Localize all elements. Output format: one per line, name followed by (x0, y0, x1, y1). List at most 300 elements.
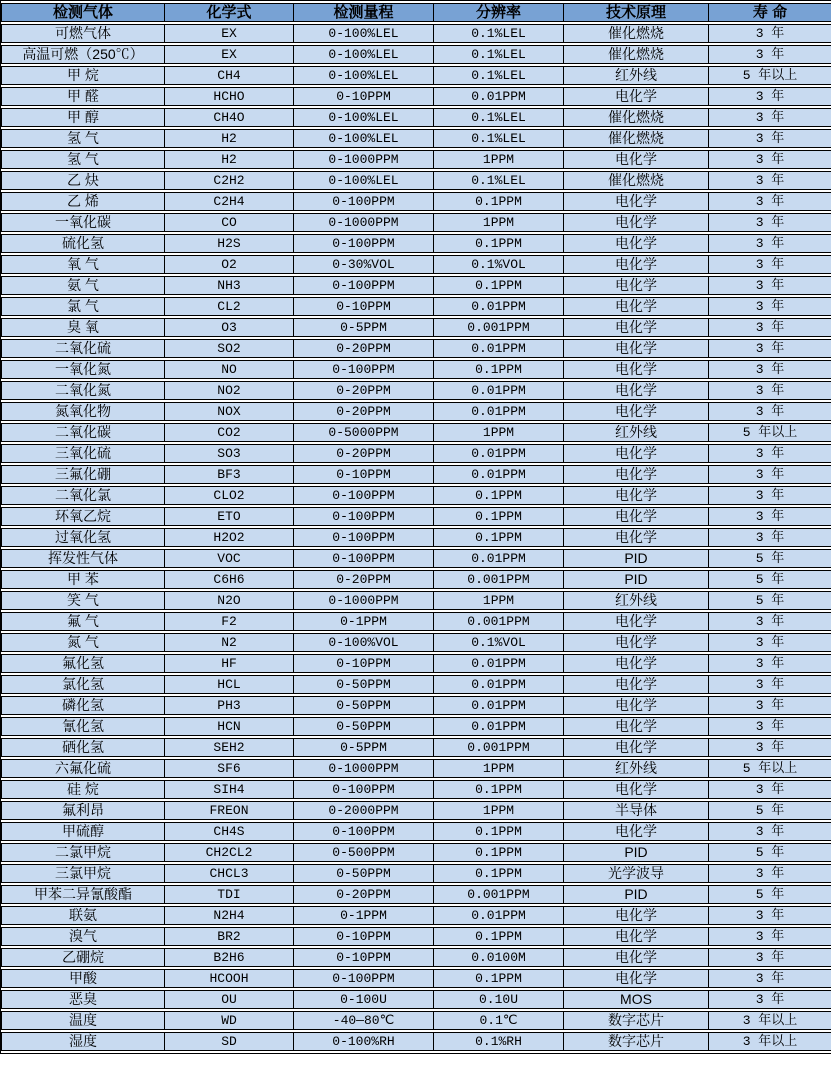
cell-principle: PID (563, 570, 708, 589)
cell-formula: CL2 (164, 297, 293, 316)
cell-principle: 电化学 (563, 150, 708, 169)
cell-formula: N2 (164, 633, 293, 652)
table-body (1, 24, 831, 1051)
cell-gas: 氯化氢 (1, 675, 164, 694)
cell-formula: CH2CL2 (164, 843, 293, 862)
cell-lifespan: 3 年 (708, 696, 831, 715)
cell-resolution: 0.1%LEL (433, 171, 563, 190)
cell-formula: CHCL3 (164, 864, 293, 883)
cell-lifespan: 3 年 (708, 465, 831, 484)
cell-resolution: 0.1%LEL (433, 45, 563, 64)
cell-range: 0-500PPM (293, 843, 433, 862)
table-row (1, 801, 831, 820)
cell-formula: VOC (164, 549, 293, 568)
cell-range: 0-100PPM (293, 486, 433, 505)
cell-lifespan: 3 年 (708, 213, 831, 232)
cell-range: 0-100PPM (293, 969, 433, 988)
column-header-range: 检测量程 (293, 3, 433, 22)
cell-lifespan: 5 年 (708, 843, 831, 862)
cell-gas: 联氨 (1, 906, 164, 925)
header-row (1, 3, 831, 22)
table-row (1, 276, 831, 295)
cell-principle: 催化燃烧 (563, 45, 708, 64)
cell-resolution: 0.01PPM (433, 549, 563, 568)
cell-principle: 电化学 (563, 780, 708, 799)
cell-range: 0-1000PPM (293, 213, 433, 232)
cell-gas: 高温可燃（250℃） (1, 45, 164, 64)
cell-formula: NOX (164, 402, 293, 421)
cell-resolution: 0.01PPM (433, 297, 563, 316)
cell-resolution: 0.01PPM (433, 654, 563, 673)
table-row (1, 654, 831, 673)
table-row (1, 24, 831, 43)
cell-principle: 电化学 (563, 969, 708, 988)
cell-principle: 电化学 (563, 381, 708, 400)
cell-lifespan: 5 年以上 (708, 423, 831, 442)
cell-resolution: 0.1%LEL (433, 24, 563, 43)
cell-principle: 电化学 (563, 276, 708, 295)
table-row (1, 234, 831, 253)
cell-principle: 电化学 (563, 255, 708, 274)
cell-resolution: 1PPM (433, 801, 563, 820)
cell-gas: 二氧化氯 (1, 486, 164, 505)
cell-principle: PID (563, 843, 708, 862)
cell-gas: 温度 (1, 1011, 164, 1030)
table-row (1, 591, 831, 610)
cell-range: 0-30%VOL (293, 255, 433, 274)
cell-principle: 半导体 (563, 801, 708, 820)
table-row (1, 549, 831, 568)
cell-principle: 催化燃烧 (563, 171, 708, 190)
cell-principle: 电化学 (563, 675, 708, 694)
cell-resolution: 0.0100M (433, 948, 563, 967)
cell-lifespan: 3 年 (708, 297, 831, 316)
cell-gas: 甲酸 (1, 969, 164, 988)
cell-formula: SEH2 (164, 738, 293, 757)
cell-principle: 电化学 (563, 360, 708, 379)
cell-lifespan: 3 年 (708, 990, 831, 1009)
cell-principle: 红外线 (563, 759, 708, 778)
cell-gas: 磷化氢 (1, 696, 164, 715)
cell-formula: H2 (164, 150, 293, 169)
table-row (1, 213, 831, 232)
table-row (1, 87, 831, 106)
cell-range: 0-100PPM (293, 276, 433, 295)
cell-lifespan: 3 年 (708, 276, 831, 295)
cell-lifespan: 3 年 (708, 633, 831, 652)
cell-principle: PID (563, 885, 708, 904)
cell-gas: 甲 苯 (1, 570, 164, 589)
table-row (1, 108, 831, 127)
cell-principle: 电化学 (563, 612, 708, 631)
cell-resolution: 0.001PPM (433, 885, 563, 904)
cell-principle: 电化学 (563, 87, 708, 106)
table-header (1, 3, 831, 22)
cell-gas: 氟化氢 (1, 654, 164, 673)
cell-lifespan: 3 年 (708, 927, 831, 946)
cell-gas: 氮 气 (1, 633, 164, 652)
cell-formula: O3 (164, 318, 293, 337)
cell-principle: 电化学 (563, 738, 708, 757)
cell-principle: 电化学 (563, 402, 708, 421)
cell-principle: 催化燃烧 (563, 24, 708, 43)
cell-range: 0-2000PPM (293, 801, 433, 820)
cell-resolution: 0.1℃ (433, 1011, 563, 1030)
cell-principle: 红外线 (563, 66, 708, 85)
cell-gas: 一氧化氮 (1, 360, 164, 379)
cell-principle: 电化学 (563, 528, 708, 547)
cell-lifespan: 3 年 (708, 780, 831, 799)
table-row (1, 381, 831, 400)
cell-resolution: 1PPM (433, 213, 563, 232)
cell-range: 0-10PPM (293, 87, 433, 106)
cell-formula: HCL (164, 675, 293, 694)
cell-gas: 甲 烷 (1, 66, 164, 85)
cell-resolution: 0.1%RH (433, 1032, 563, 1051)
table-row (1, 465, 831, 484)
cell-formula: CO (164, 213, 293, 232)
cell-formula: CH4O (164, 108, 293, 127)
cell-gas: 环氧乙烷 (1, 507, 164, 526)
cell-formula: N2O (164, 591, 293, 610)
cell-formula: SO2 (164, 339, 293, 358)
cell-formula: C2H2 (164, 171, 293, 190)
cell-range: 0-100%LEL (293, 66, 433, 85)
cell-formula: SF6 (164, 759, 293, 778)
cell-principle: 电化学 (563, 234, 708, 253)
cell-formula: H2 (164, 129, 293, 148)
cell-range: 0-100%LEL (293, 24, 433, 43)
cell-gas: 一氧化碳 (1, 213, 164, 232)
cell-gas: 二氧化氮 (1, 381, 164, 400)
cell-resolution: 0.1PPM (433, 843, 563, 862)
cell-lifespan: 5 年 (708, 885, 831, 904)
cell-resolution: 0.1PPM (433, 360, 563, 379)
cell-resolution: 0.01PPM (433, 444, 563, 463)
table-row (1, 759, 831, 778)
table-row (1, 507, 831, 526)
cell-principle: 电化学 (563, 717, 708, 736)
cell-range: 0-5000PPM (293, 423, 433, 442)
cell-lifespan: 3 年 (708, 444, 831, 463)
table-row (1, 255, 831, 274)
cell-range: 0-1000PPM (293, 150, 433, 169)
cell-resolution: 0.001PPM (433, 570, 563, 589)
table-row (1, 528, 831, 547)
table-row (1, 339, 831, 358)
cell-range: 0-20PPM (293, 381, 433, 400)
cell-principle: 电化学 (563, 297, 708, 316)
cell-resolution: 0.1PPM (433, 507, 563, 526)
cell-range: 0-5PPM (293, 738, 433, 757)
cell-formula: ETO (164, 507, 293, 526)
cell-principle: 红外线 (563, 423, 708, 442)
cell-principle: 电化学 (563, 696, 708, 715)
cell-lifespan: 3 年 (708, 528, 831, 547)
cell-lifespan: 3 年 (708, 129, 831, 148)
cell-resolution: 0.1%LEL (433, 108, 563, 127)
cell-range: 0-1PPM (293, 612, 433, 631)
cell-formula: OU (164, 990, 293, 1009)
cell-lifespan: 3 年 (708, 45, 831, 64)
cell-range: 0-100PPM (293, 192, 433, 211)
cell-resolution: 1PPM (433, 591, 563, 610)
table-row (1, 129, 831, 148)
cell-gas: 二氧化硫 (1, 339, 164, 358)
cell-formula: NH3 (164, 276, 293, 295)
cell-principle: 电化学 (563, 213, 708, 232)
cell-resolution: 0.1PPM (433, 192, 563, 211)
cell-gas: 二氧化碳 (1, 423, 164, 442)
cell-gas: 氢 气 (1, 129, 164, 148)
cell-lifespan: 5 年 (708, 549, 831, 568)
cell-gas: 硒化氢 (1, 738, 164, 757)
cell-formula: EX (164, 45, 293, 64)
table-row (1, 885, 831, 904)
cell-resolution: 0.10U (433, 990, 563, 1009)
cell-lifespan: 3 年 (708, 24, 831, 43)
cell-formula: H2O2 (164, 528, 293, 547)
cell-lifespan: 3 年 (708, 339, 831, 358)
cell-resolution: 1PPM (433, 423, 563, 442)
cell-resolution: 0.01PPM (433, 906, 563, 925)
cell-lifespan: 3 年 (708, 108, 831, 127)
cell-principle: 催化燃烧 (563, 108, 708, 127)
cell-principle: 电化学 (563, 318, 708, 337)
cell-gas: 氯 气 (1, 297, 164, 316)
cell-principle: 电化学 (563, 444, 708, 463)
cell-lifespan: 5 年 (708, 801, 831, 820)
cell-formula: WD (164, 1011, 293, 1030)
cell-range: 0-10PPM (293, 654, 433, 673)
cell-gas: 六氟化硫 (1, 759, 164, 778)
cell-gas: 甲 醛 (1, 87, 164, 106)
cell-resolution: 0.1%VOL (433, 633, 563, 652)
table-row (1, 570, 831, 589)
cell-range: 0-20PPM (293, 570, 433, 589)
cell-lifespan: 3 年 (708, 234, 831, 253)
cell-range: 0-10PPM (293, 927, 433, 946)
cell-range: 0-100%LEL (293, 129, 433, 148)
cell-lifespan: 3 年 (708, 969, 831, 988)
cell-lifespan: 3 年 (708, 150, 831, 169)
cell-lifespan: 3 年以上 (708, 1011, 831, 1030)
cell-lifespan: 3 年 (708, 738, 831, 757)
table-row (1, 171, 831, 190)
cell-range: 0-20PPM (293, 402, 433, 421)
cell-range: 0-1000PPM (293, 591, 433, 610)
cell-resolution: 0.01PPM (433, 717, 563, 736)
cell-lifespan: 3 年 (708, 402, 831, 421)
cell-principle: 数字芯片 (563, 1032, 708, 1051)
cell-lifespan: 3 年 (708, 906, 831, 925)
cell-gas: 三氧化硫 (1, 444, 164, 463)
table-row (1, 192, 831, 211)
cell-range: 0-100PPM (293, 822, 433, 841)
cell-resolution: 0.1PPM (433, 822, 563, 841)
cell-principle: 电化学 (563, 822, 708, 841)
cell-range: 0-100%RH (293, 1032, 433, 1051)
cell-formula: NO2 (164, 381, 293, 400)
table-row (1, 612, 831, 631)
cell-gas: 笑 气 (1, 591, 164, 610)
cell-lifespan: 5 年以上 (708, 759, 831, 778)
cell-gas: 甲 醇 (1, 108, 164, 127)
cell-principle: 电化学 (563, 192, 708, 211)
cell-range: 0-10PPM (293, 297, 433, 316)
column-header-lifespan: 寿 命 (708, 3, 831, 22)
cell-lifespan: 3 年 (708, 318, 831, 337)
cell-lifespan: 3 年 (708, 360, 831, 379)
table-row (1, 675, 831, 694)
table-row (1, 66, 831, 85)
cell-lifespan: 3 年 (708, 675, 831, 694)
cell-lifespan: 5 年以上 (708, 66, 831, 85)
cell-range: 0-50PPM (293, 675, 433, 694)
cell-formula: NO (164, 360, 293, 379)
cell-resolution: 0.001PPM (433, 612, 563, 631)
cell-resolution: 0.1PPM (433, 969, 563, 988)
cell-range: -40—80℃ (293, 1011, 433, 1030)
cell-range: 0-100PPM (293, 234, 433, 253)
table-row (1, 738, 831, 757)
cell-resolution: 0.001PPM (433, 738, 563, 757)
cell-lifespan: 3 年 (708, 654, 831, 673)
cell-principle: 电化学 (563, 633, 708, 652)
column-header-formula: 化学式 (164, 3, 293, 22)
cell-principle: 催化燃烧 (563, 129, 708, 148)
cell-formula: CH4S (164, 822, 293, 841)
cell-range: 0-1PPM (293, 906, 433, 925)
table-row (1, 150, 831, 169)
table-row (1, 297, 831, 316)
cell-gas: 湿度 (1, 1032, 164, 1051)
cell-lifespan: 3 年以上 (708, 1032, 831, 1051)
table-row (1, 948, 831, 967)
cell-gas: 氰化氢 (1, 717, 164, 736)
cell-principle: 数字芯片 (563, 1011, 708, 1030)
cell-gas: 甲硫醇 (1, 822, 164, 841)
cell-resolution: 1PPM (433, 759, 563, 778)
cell-formula: HCHO (164, 87, 293, 106)
cell-gas: 氢 气 (1, 150, 164, 169)
table-row (1, 360, 831, 379)
column-header-principle: 技术原理 (563, 3, 708, 22)
cell-lifespan: 3 年 (708, 948, 831, 967)
cell-gas: 乙 烯 (1, 192, 164, 211)
cell-gas: 氟 气 (1, 612, 164, 631)
cell-gas: 乙硼烷 (1, 948, 164, 967)
cell-range: 0-10PPM (293, 948, 433, 967)
cell-gas: 过氧化氢 (1, 528, 164, 547)
column-header-resolution: 分辨率 (433, 3, 563, 22)
table-row (1, 318, 831, 337)
table-row (1, 402, 831, 421)
cell-principle: 电化学 (563, 465, 708, 484)
table-row (1, 486, 831, 505)
table-row (1, 927, 831, 946)
table-row (1, 1011, 831, 1030)
cell-resolution: 0.1%VOL (433, 255, 563, 274)
cell-resolution: 0.01PPM (433, 381, 563, 400)
cell-resolution: 0.01PPM (433, 339, 563, 358)
cell-resolution: 0.1PPM (433, 276, 563, 295)
cell-range: 0-100%VOL (293, 633, 433, 652)
table-row (1, 633, 831, 652)
table-row (1, 444, 831, 463)
cell-range: 0-5PPM (293, 318, 433, 337)
cell-range: 0-20PPM (293, 339, 433, 358)
table-row (1, 822, 831, 841)
cell-lifespan: 3 年 (708, 381, 831, 400)
cell-formula: EX (164, 24, 293, 43)
cell-formula: SD (164, 1032, 293, 1051)
column-header-gas: 检测气体 (1, 3, 164, 22)
cell-range: 0-100%LEL (293, 45, 433, 64)
cell-range: 0-10PPM (293, 465, 433, 484)
cell-formula: SIH4 (164, 780, 293, 799)
cell-resolution: 0.1PPM (433, 486, 563, 505)
cell-gas: 溴气 (1, 927, 164, 946)
cell-gas: 氮氧化物 (1, 402, 164, 421)
table-row (1, 717, 831, 736)
cell-range: 0-100PPM (293, 528, 433, 547)
cell-gas: 挥发性气体 (1, 549, 164, 568)
table-row (1, 864, 831, 883)
cell-principle: PID (563, 549, 708, 568)
cell-resolution: 0.001PPM (433, 318, 563, 337)
cell-range: 0-1000PPM (293, 759, 433, 778)
cell-gas: 三氯甲烷 (1, 864, 164, 883)
table-row (1, 696, 831, 715)
cell-gas: 氟利昂 (1, 801, 164, 820)
cell-formula: O2 (164, 255, 293, 274)
cell-range: 0-50PPM (293, 717, 433, 736)
cell-range: 0-100U (293, 990, 433, 1009)
cell-gas: 氧 气 (1, 255, 164, 274)
cell-gas: 臭 氧 (1, 318, 164, 337)
cell-formula: F2 (164, 612, 293, 631)
cell-lifespan: 3 年 (708, 87, 831, 106)
cell-formula: PH3 (164, 696, 293, 715)
cell-lifespan: 3 年 (708, 864, 831, 883)
cell-formula: CLO2 (164, 486, 293, 505)
cell-formula: C2H4 (164, 192, 293, 211)
table-row (1, 1032, 831, 1051)
cell-formula: CO2 (164, 423, 293, 442)
cell-lifespan: 3 年 (708, 192, 831, 211)
cell-principle: 电化学 (563, 654, 708, 673)
cell-resolution: 0.01PPM (433, 696, 563, 715)
cell-range: 0-100%LEL (293, 108, 433, 127)
cell-gas: 甲苯二异氰酸酯 (1, 885, 164, 904)
cell-formula: BR2 (164, 927, 293, 946)
cell-formula: N2H4 (164, 906, 293, 925)
cell-lifespan: 3 年 (708, 507, 831, 526)
cell-formula: CH4 (164, 66, 293, 85)
cell-range: 0-20PPM (293, 444, 433, 463)
cell-formula: B2H6 (164, 948, 293, 967)
table-row (1, 906, 831, 925)
cell-resolution: 0.1PPM (433, 234, 563, 253)
cell-lifespan: 5 年 (708, 591, 831, 610)
cell-range: 0-100PPM (293, 507, 433, 526)
cell-gas: 乙 炔 (1, 171, 164, 190)
cell-resolution: 0.1%LEL (433, 129, 563, 148)
cell-gas: 硅 烷 (1, 780, 164, 799)
table-row (1, 45, 831, 64)
cell-gas: 恶臭 (1, 990, 164, 1009)
